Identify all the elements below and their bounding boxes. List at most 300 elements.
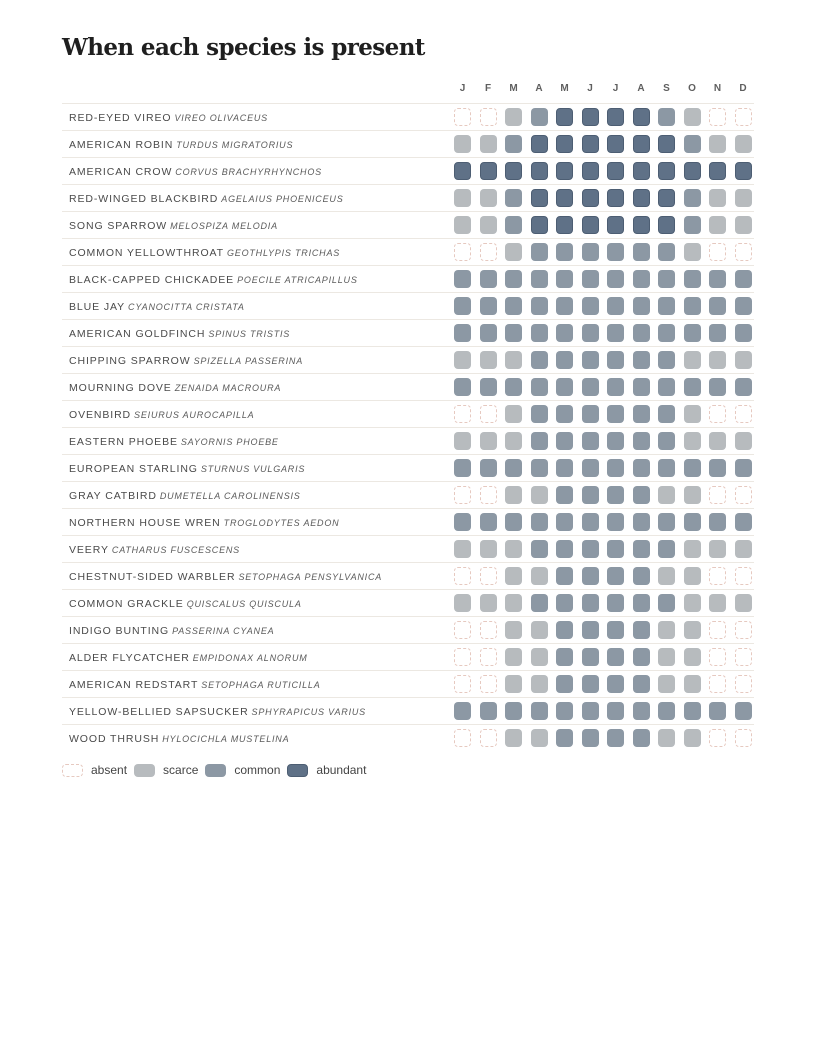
presence-cell-scarce: [658, 675, 675, 693]
presence-cell-common: [684, 459, 701, 477]
month-label: M: [509, 83, 518, 94]
species-row: [62, 400, 754, 427]
presence-cell-scarce: [531, 675, 548, 693]
presence-cell-abundant: [556, 162, 573, 180]
species-label: [69, 671, 321, 697]
presence-cell-absent: [454, 648, 471, 666]
month-label: N: [713, 83, 722, 94]
common-name: MOURNING DOVE: [69, 382, 172, 394]
presence-cell-common: [658, 513, 675, 531]
presence-cell-common: [582, 702, 599, 720]
common-name: AMERICAN GOLDFINCH: [69, 328, 206, 340]
presence-cell-common: [607, 567, 624, 585]
scientific-name: DUMETELLA CAROLINENSIS: [159, 491, 301, 501]
presence-cell-scarce: [505, 540, 522, 558]
species-row: [62, 211, 754, 238]
species-label: [69, 185, 344, 211]
presence-cell-common: [607, 297, 624, 315]
presence-cell-scarce: [658, 621, 675, 639]
scientific-name: SEIURUS AUROCAPILLA: [134, 410, 255, 420]
common-name: WOOD THRUSH: [69, 733, 160, 745]
presence-cell-common: [582, 486, 599, 504]
common-name: YELLOW-BELLIED SAPSUCKER: [69, 706, 249, 718]
presence-cell-common: [531, 432, 548, 450]
presence-cell-common: [607, 621, 624, 639]
presence-cell-abundant: [658, 216, 675, 234]
presence-cell-absent: [454, 621, 471, 639]
presence-cell-scarce: [684, 567, 701, 585]
presence-cell-common: [709, 270, 726, 288]
presence-cell-common: [709, 297, 726, 315]
species-row: [62, 103, 754, 130]
presence-cell-abundant: [582, 108, 599, 126]
presence-cell-common: [556, 648, 573, 666]
scientific-name: ZENAIDA MACROURA: [174, 383, 282, 393]
month-label: D: [739, 83, 747, 94]
presence-cell-common: [658, 594, 675, 612]
presence-cell-common: [505, 297, 522, 315]
presence-cell-common: [607, 675, 624, 693]
presence-cell-common: [658, 459, 675, 477]
species-label: [69, 212, 278, 238]
common-name: AMERICAN REDSTART: [69, 679, 199, 691]
presence-cell-common: [684, 297, 701, 315]
common-name: AMERICAN ROBIN: [69, 139, 174, 151]
presence-cell-scarce: [709, 432, 726, 450]
presence-cell-common: [556, 351, 573, 369]
presence-cell-common: [531, 513, 548, 531]
presence-cell-common: [531, 108, 548, 126]
presence-cell-common: [633, 675, 650, 693]
presence-cell-scarce: [709, 594, 726, 612]
scientific-name: SPINUS TRISTIS: [208, 329, 291, 339]
species-row: [62, 697, 754, 724]
species-label: [69, 536, 240, 562]
presence-cell-common: [531, 702, 548, 720]
species-label: [69, 104, 268, 130]
presence-cell-common: [505, 513, 522, 531]
presence-cell-absent: [480, 729, 497, 747]
common-name: SONG SPARROW: [69, 220, 168, 232]
presence-cell-common: [556, 459, 573, 477]
species-rows: [62, 103, 754, 751]
common-name: INDIGO BUNTING: [69, 625, 170, 637]
presence-cell-absent: [735, 486, 752, 504]
presence-cell-scarce: [684, 648, 701, 666]
presence-cell-common: [607, 594, 624, 612]
presence-cell-absent: [735, 729, 752, 747]
presence-cell-absent: [454, 243, 471, 261]
presence-cell-common: [633, 540, 650, 558]
presence-cell-scarce: [709, 135, 726, 153]
presence-cell-scarce: [454, 135, 471, 153]
presence-cell-common: [582, 513, 599, 531]
presence-cell-common: [556, 243, 573, 261]
presence-cell-common: [633, 459, 650, 477]
presence-cell-absent: [480, 567, 497, 585]
scientific-name: VIREO OLIVACEUS: [174, 113, 268, 123]
presence-cell-common: [633, 486, 650, 504]
presence-cell-common: [556, 297, 573, 315]
species-row: [62, 238, 754, 265]
presence-cell-scarce: [505, 351, 522, 369]
legend: [62, 761, 373, 779]
presence-cell-common: [505, 135, 522, 153]
presence-cell-absent: [709, 621, 726, 639]
presence-cell-common: [735, 378, 752, 396]
presence-cell-common: [709, 324, 726, 342]
common-name: CHIPPING SPARROW: [69, 355, 191, 367]
common-name: EUROPEAN STARLING: [69, 463, 198, 475]
scientific-name: PASSERINA CYANEA: [172, 626, 275, 636]
month-label: J: [459, 83, 466, 94]
presence-cell-absent: [480, 405, 497, 423]
presence-cell-common: [658, 405, 675, 423]
scientific-name: GEOTHLYPIS TRICHAS: [226, 248, 341, 258]
presence-cell-abundant: [633, 135, 650, 153]
presence-cell-common: [607, 324, 624, 342]
presence-cell-common: [607, 648, 624, 666]
presence-cell-scarce: [505, 594, 522, 612]
presence-cell-scarce: [531, 729, 548, 747]
presence-cell-scarce: [480, 432, 497, 450]
presence-cell-scarce: [505, 648, 522, 666]
species-row: [62, 589, 754, 616]
presence-cell-abundant: [658, 189, 675, 207]
presence-cell-abundant: [582, 216, 599, 234]
presence-cell-common: [531, 594, 548, 612]
presence-cell-common: [556, 594, 573, 612]
presence-cell-common: [633, 243, 650, 261]
species-row: [62, 265, 754, 292]
common-name: RED-EYED VIREO: [69, 112, 172, 124]
scientific-name: SETOPHAGA RUTICILLA: [201, 680, 321, 690]
presence-cell-common: [556, 486, 573, 504]
presence-cell-common: [658, 297, 675, 315]
species-label: [69, 320, 290, 346]
presence-cell-common: [531, 324, 548, 342]
presence-cell-abundant: [531, 135, 548, 153]
presence-cell-scarce: [735, 135, 752, 153]
presence-cell-scarce: [735, 351, 752, 369]
presence-cell-common: [556, 405, 573, 423]
presence-cell-absent: [709, 648, 726, 666]
species-row: [62, 670, 754, 697]
presence-cell-absent: [735, 648, 752, 666]
presence-cell-common: [607, 486, 624, 504]
species-label: [69, 455, 305, 481]
presence-cell-common: [454, 270, 471, 288]
presence-cell-abundant: [658, 162, 675, 180]
presence-cell-abundant: [607, 108, 624, 126]
presence-cell-common: [505, 702, 522, 720]
presence-cell-common: [582, 270, 599, 288]
presence-cell-common: [556, 621, 573, 639]
presence-cell-scarce: [480, 189, 497, 207]
presence-cell-common: [556, 729, 573, 747]
presence-cell-common: [658, 378, 675, 396]
species-row: [62, 535, 754, 562]
species-row: [62, 508, 754, 535]
presence-cell-common: [505, 324, 522, 342]
presence-cell-common: [480, 702, 497, 720]
presence-cell-common: [684, 216, 701, 234]
presence-cell-common: [633, 513, 650, 531]
presence-cell-common: [607, 729, 624, 747]
species-row: [62, 130, 754, 157]
presence-cell-common: [582, 459, 599, 477]
presence-cell-abundant: [658, 135, 675, 153]
presence-cell-abundant: [454, 162, 471, 180]
species-row: [62, 427, 754, 454]
presence-cell-abundant: [633, 108, 650, 126]
common-name: NORTHERN HOUSE WREN: [69, 517, 221, 529]
legend-item: [205, 763, 280, 777]
species-label: [69, 482, 301, 508]
presence-cell-common: [633, 702, 650, 720]
presence-cell-scarce: [505, 486, 522, 504]
presence-cell-common: [454, 702, 471, 720]
presence-cell-scarce: [531, 486, 548, 504]
species-label: [69, 158, 322, 184]
presence-cell-abundant: [505, 162, 522, 180]
presence-cell-scarce: [684, 675, 701, 693]
presence-cell-common: [735, 702, 752, 720]
presence-cell-scarce: [684, 108, 701, 126]
presence-cell-common: [454, 459, 471, 477]
presence-cell-abundant: [556, 135, 573, 153]
presence-cell-common: [582, 567, 599, 585]
scientific-name: CYANOCITTA CRISTATA: [128, 302, 245, 312]
presence-cell-common: [607, 459, 624, 477]
presence-cell-common: [633, 594, 650, 612]
presence-cell-common: [454, 297, 471, 315]
presence-cell-scarce: [505, 567, 522, 585]
presence-cell-scarce: [684, 594, 701, 612]
presence-cell-common: [531, 243, 548, 261]
presence-cell-common: [684, 702, 701, 720]
presence-cell-common: [709, 459, 726, 477]
presence-cell-common: [505, 378, 522, 396]
presence-cell-common: [556, 378, 573, 396]
species-row: [62, 724, 754, 751]
species-label: [69, 698, 366, 724]
presence-cell-common: [582, 432, 599, 450]
presence-cell-scarce: [684, 405, 701, 423]
presence-cell-common: [633, 297, 650, 315]
scientific-name: SETOPHAGA PENSYLVANICA: [238, 572, 383, 582]
common-name: CHESTNUT-SIDED WARBLER: [69, 571, 236, 583]
presence-cell-absent: [454, 486, 471, 504]
presence-cell-scarce: [684, 432, 701, 450]
presence-cell-scarce: [480, 540, 497, 558]
presence-cell-common: [709, 702, 726, 720]
scientific-name: SPHYRAPICUS VARIUS: [251, 707, 366, 717]
scientific-name: MELOSPIZA MELODIA: [170, 221, 278, 231]
presence-cell-common: [633, 324, 650, 342]
species-row: [62, 454, 754, 481]
presence-cell-common: [633, 378, 650, 396]
presence-cell-common: [709, 513, 726, 531]
presence-cell-scarce: [735, 216, 752, 234]
presence-cell-common: [607, 270, 624, 288]
common-name: ALDER FLYCATCHER: [69, 652, 190, 664]
presence-cell-common: [607, 378, 624, 396]
species-label: [69, 374, 281, 400]
presence-cell-scarce: [505, 243, 522, 261]
presence-cell-common: [658, 243, 675, 261]
presence-cell-common: [658, 351, 675, 369]
species-label: [69, 644, 308, 670]
month-label: O: [688, 83, 696, 94]
presence-cell-abundant: [582, 189, 599, 207]
presence-cell-scarce: [658, 567, 675, 585]
common-name: RED-WINGED BLACKBIRD: [69, 193, 219, 205]
legend-swatch: [62, 764, 83, 777]
presence-cell-absent: [480, 621, 497, 639]
presence-cell-common: [582, 675, 599, 693]
presence-cell-common: [480, 297, 497, 315]
presence-cell-abundant: [556, 108, 573, 126]
presence-cell-common: [633, 351, 650, 369]
presence-cell-common: [709, 378, 726, 396]
scientific-name: EMPIDONAX ALNORUM: [192, 653, 308, 663]
species-label: [69, 563, 382, 589]
presence-cell-scarce: [480, 594, 497, 612]
presence-cell-scarce: [531, 648, 548, 666]
presence-cell-common: [582, 378, 599, 396]
presence-cell-common: [505, 216, 522, 234]
presence-cell-common: [531, 351, 548, 369]
presence-cell-common: [480, 513, 497, 531]
presence-cell-common: [607, 351, 624, 369]
common-name: GRAY CATBIRD: [69, 490, 157, 502]
presence-cell-abundant: [709, 162, 726, 180]
scientific-name: CORVUS BRACHYRHYNCHOS: [175, 167, 322, 177]
presence-cell-scarce: [480, 351, 497, 369]
presence-cell-common: [454, 324, 471, 342]
species-label: [69, 617, 274, 643]
month-label: S: [663, 83, 670, 94]
presence-cell-scarce: [709, 351, 726, 369]
presence-cell-common: [684, 189, 701, 207]
presence-cell-absent: [735, 621, 752, 639]
presence-cell-scarce: [454, 432, 471, 450]
presence-cell-common: [531, 378, 548, 396]
species-row: [62, 292, 754, 319]
presence-cell-abundant: [531, 189, 548, 207]
presence-cell-scarce: [454, 216, 471, 234]
presence-cell-absent: [709, 675, 726, 693]
presence-cell-common: [633, 270, 650, 288]
presence-cell-scarce: [531, 621, 548, 639]
presence-cell-common: [505, 189, 522, 207]
presence-cell-absent: [480, 108, 497, 126]
presence-cell-common: [556, 540, 573, 558]
presence-cell-common: [480, 459, 497, 477]
presence-cell-common: [684, 378, 701, 396]
presence-cell-common: [582, 324, 599, 342]
presence-cell-common: [684, 324, 701, 342]
presence-cell-absent: [480, 486, 497, 504]
presence-cell-scarce: [505, 729, 522, 747]
common-name: OVENBIRD: [69, 409, 132, 421]
presence-cell-common: [582, 648, 599, 666]
presence-cell-common: [658, 540, 675, 558]
presence-cell-common: [735, 513, 752, 531]
presence-cell-scarce: [505, 432, 522, 450]
scientific-name: CATHARUS FUSCESCENS: [111, 545, 240, 555]
legend-item: [62, 763, 127, 777]
species-label: [69, 590, 302, 616]
presence-cell-common: [658, 270, 675, 288]
month-header: [62, 80, 754, 98]
scientific-name: SAYORNIS PHOEBE: [180, 437, 279, 447]
presence-cell-common: [556, 432, 573, 450]
presence-cell-common: [556, 324, 573, 342]
presence-cell-common: [454, 378, 471, 396]
presence-cell-common: [684, 270, 701, 288]
presence-cell-abundant: [582, 135, 599, 153]
presence-cell-common: [735, 324, 752, 342]
species-label: [69, 131, 293, 157]
scientific-name: SPIZELLA PASSERINA: [193, 356, 303, 366]
presence-cell-absent: [709, 108, 726, 126]
legend-swatch: [205, 764, 226, 777]
presence-cell-common: [735, 270, 752, 288]
presence-cell-common: [582, 621, 599, 639]
species-row: [62, 643, 754, 670]
presence-cell-absent: [709, 243, 726, 261]
presence-cell-common: [582, 351, 599, 369]
legend-item: [134, 763, 198, 777]
presence-cell-common: [633, 567, 650, 585]
scientific-name: TROGLODYTES AEDON: [223, 518, 340, 528]
presence-cell-common: [684, 135, 701, 153]
legend-swatch: [287, 764, 308, 777]
scientific-name: QUISCALUS QUISCULA: [186, 599, 302, 609]
presence-cell-scarce: [658, 648, 675, 666]
species-row: [62, 616, 754, 643]
presence-cell-abundant: [633, 189, 650, 207]
presence-cell-absent: [735, 675, 752, 693]
month-label: A: [535, 83, 543, 94]
presence-cell-common: [531, 405, 548, 423]
species-label: [69, 401, 254, 427]
presence-cell-scarce: [531, 567, 548, 585]
common-name: AMERICAN CROW: [69, 166, 173, 178]
species-label: [69, 428, 279, 454]
legend-label: abundant: [316, 763, 367, 777]
presence-cell-common: [658, 324, 675, 342]
species-row: [62, 373, 754, 400]
presence-cell-scarce: [480, 216, 497, 234]
presence-cell-common: [658, 432, 675, 450]
legend-label: absent: [91, 763, 128, 777]
presence-cell-abundant: [531, 162, 548, 180]
presence-cell-scarce: [454, 189, 471, 207]
species-label: [69, 347, 303, 373]
month-label: M: [560, 83, 569, 94]
legend-label: scarce: [163, 763, 199, 777]
presence-cell-abundant: [607, 162, 624, 180]
species-row: [62, 319, 754, 346]
month-label: A: [637, 83, 645, 94]
legend-label: common: [234, 763, 281, 777]
presence-cell-abundant: [582, 162, 599, 180]
common-name: BLACK-CAPPED CHICKADEE: [69, 274, 235, 286]
presence-cell-common: [633, 621, 650, 639]
